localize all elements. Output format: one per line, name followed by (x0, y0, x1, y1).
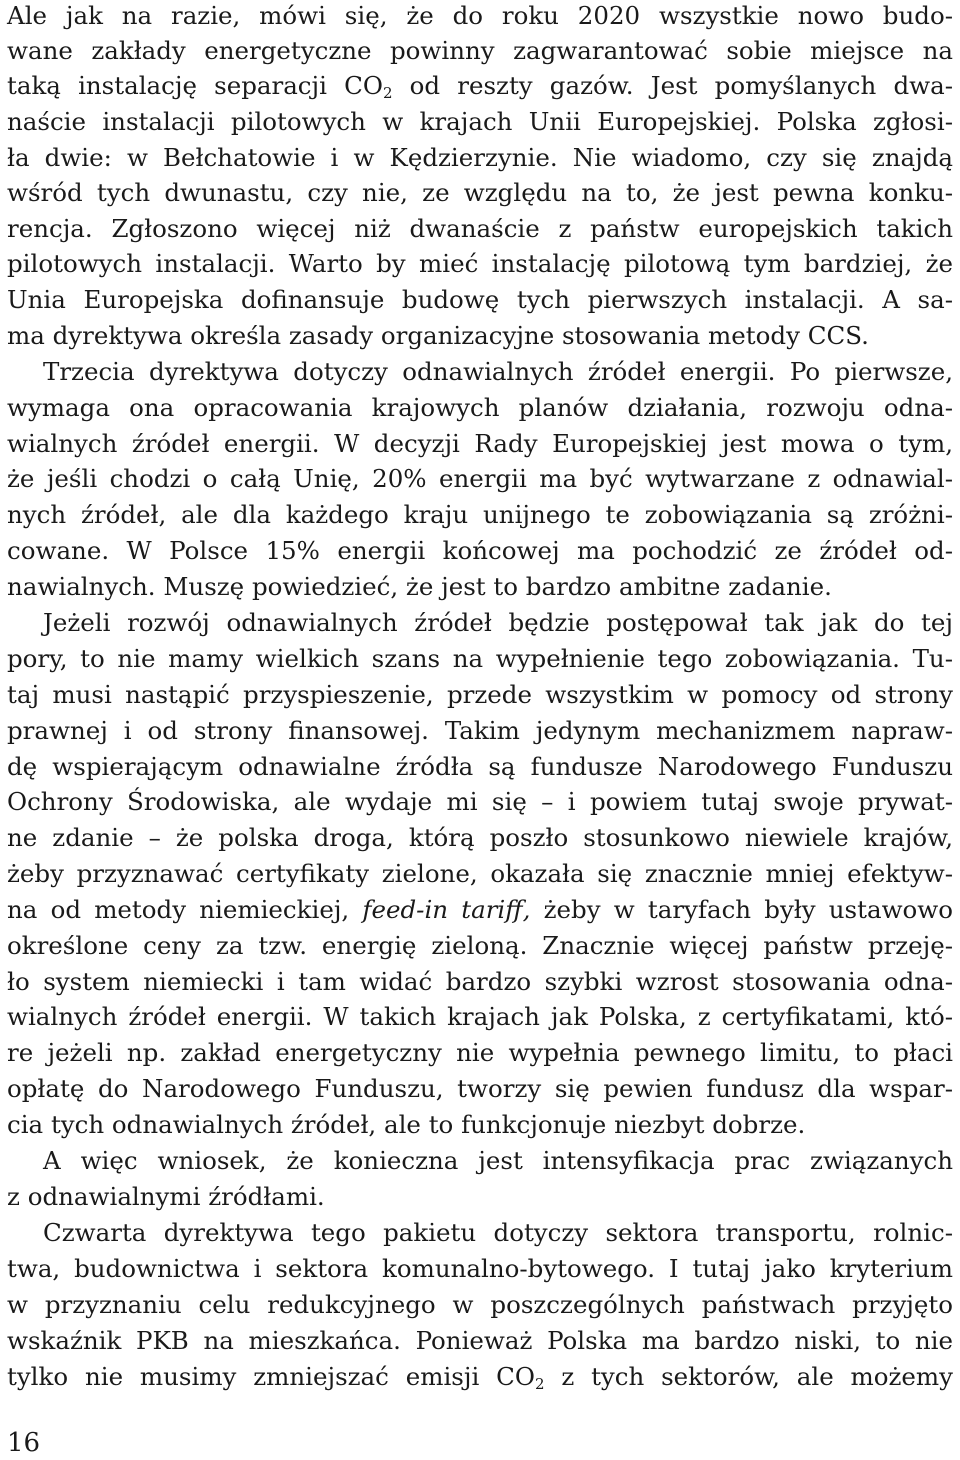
line-text: Ale jak na razie, mówi się, że do roku 2020 wszystkie nowo budo- (7, 1, 953, 30)
text-line (7, 1287, 953, 1323)
text-line (7, 104, 953, 140)
line-text: żeby przyznawać certyfikaty zielone, okazała się znacznie mniej efektyw- (7, 859, 953, 888)
line-text: twa, budownictwa i sektora komunalno-bytowego. I tutaj jako kryterium (7, 1254, 953, 1283)
line-text: nych źródeł, ale dla każdego kraju unijnego te zobowiązania są zróżni- (7, 500, 953, 529)
text-line (7, 1251, 953, 1287)
text-line (7, 533, 953, 569)
line-text: wialnych źródeł energii. W decyzji Rady Europejskiej jest mowa o tym, (7, 429, 953, 458)
line-text-part: żeby w taryfach były ustawowo (530, 895, 954, 924)
line-text: Czwarta dyrektywa tego pakietu dotyczy sektora transportu, rolnic- (43, 1218, 953, 1247)
line-text: rencja. Zgłoszono więcej niż dwanaście z państw europejskich takich (7, 214, 953, 243)
line-text: prawnej i od strony finansowej. Takim jedynym mechanizmem napraw- (7, 716, 953, 745)
line-text: ma dyrektywa określa zasady organizacyjne stosowania metody CCS. (7, 321, 869, 350)
text-line (7, 1071, 953, 1107)
italic-term: feed-in tariff, (362, 895, 531, 924)
line-text: nawialnych. Muszę powiedzieć, że jest to bardzo ambitne zadanie. (7, 572, 832, 601)
line-text: wane zakłady energetyczne powinny zagwarantować sobie miejsce na (7, 36, 953, 65)
text-line (7, 1035, 953, 1071)
text-line (7, 856, 953, 892)
text-line (43, 354, 953, 390)
line-text: Jeżeli rozwój odnawialnych źródeł będzie postępował tak jak do tej (43, 608, 953, 637)
line-text: określone ceny za tzw. energię zieloną. Znacznie więcej państw przeję- (7, 931, 953, 960)
line-text-part: tylko nie musimy zmniejszać emisji CO (7, 1362, 535, 1391)
line-text: naście instalacji pilotowych w krajach Unii Europejskiej. Polska zgłosi- (7, 107, 953, 136)
subscript: 2 (534, 1375, 545, 1393)
text-line (7, 1179, 953, 1215)
text-line (7, 1323, 953, 1359)
text-line (7, 641, 953, 677)
line-text: cia tych odnawialnych źródeł, ale to funkcjonuje niezbyt dobrze. (7, 1110, 806, 1139)
text-line (7, 282, 953, 318)
line-text: ne zdanie – że polska droga, którą poszło stosunkowo niewiele krajów, (7, 823, 953, 852)
text-line (7, 140, 953, 176)
text-line (7, 68, 953, 104)
line-text-part: z tych sektorów, ale możemy (544, 1362, 953, 1391)
text-line (7, 33, 953, 69)
text-line (7, 461, 953, 497)
line-text: Unia Europejska dofinansuje budowę tych pierwszych instalacji. A sa- (7, 285, 953, 314)
text-line (7, 390, 953, 426)
line-text: że jeśli chodzi o całą Unię, 20% energii ma być wytwarzane z odnawial- (7, 464, 953, 493)
line-text-part: taką instalację separacji CO (7, 71, 383, 100)
text-line (7, 497, 953, 533)
page-number: 16 (7, 1428, 41, 1458)
line-text: wśród tych dwunastu, czy nie, ze względu na to, że jest pewna konku- (7, 178, 953, 207)
text-line (7, 713, 953, 749)
line-text-part: od reszty gazów. Jest pomyślanych dwa- (392, 71, 953, 100)
line-text: cowane. W Polsce 15% energii końcowej ma pochodzić ze źródeł od- (7, 536, 953, 565)
text-line (7, 1107, 953, 1143)
line-text: wskaźnik PKB na mieszkańca. Ponieważ Polska ma bardzo niski, to nie (7, 1326, 953, 1355)
text-line (43, 605, 953, 641)
line-text: A więc wniosek, że konieczna jest intensyfikacja prac związanych (43, 1146, 953, 1175)
text-line (7, 892, 953, 928)
line-text: wialnych źródeł energii. W takich krajach jak Polska, z certyfikatami, któ- (7, 1002, 953, 1031)
text-line (7, 784, 953, 820)
text-line (7, 999, 953, 1035)
text-line (7, 175, 953, 211)
subscript: 2 (382, 84, 393, 102)
text-line (7, 1359, 953, 1395)
line-text: Ochrony Środowiska, ale wydaje mi się – i powiem tutaj swoje prywat- (7, 787, 953, 816)
text-line (7, 820, 953, 856)
text-line (7, 928, 953, 964)
text-line (7, 211, 953, 247)
line-text: taj musi nastąpić przyspieszenie, przede wszystkim w pomocy od strony (7, 680, 953, 709)
line-text: ła dwie: w Bełchatowie i w Kędzierzynie. Nie wiadomo, czy się znajdą (7, 143, 953, 172)
text-line (7, 0, 953, 34)
line-text: ło system niemiecki i tam widać bardzo szybki wzrost stosowania odna- (7, 967, 953, 996)
line-text: wymaga ona opracowania krajowych planów działania, rozwoju odna- (7, 393, 953, 422)
text-line (43, 1143, 953, 1179)
line-text: pory, to nie mamy wielkich szans na wypełnienie tego zobowiązania. Tu- (7, 644, 953, 673)
text-line (43, 1215, 953, 1251)
line-text-part: na od metody niemieckiej, (7, 895, 363, 924)
line-text: re jeżeli np. zakład energetyczny nie wypełnia pewnego limitu, to płaci (7, 1038, 953, 1067)
text-line (7, 569, 953, 605)
line-text: opłatę do Narodowego Funduszu, tworzy się pewien fundusz dla wspar- (7, 1074, 953, 1103)
text-line (7, 749, 953, 785)
text-line (7, 677, 953, 713)
text-line (7, 426, 953, 462)
text-line (7, 318, 953, 354)
text-line (7, 246, 953, 282)
line-text: Trzecia dyrektywa dotyczy odnawialnych źródeł energii. Po pierwsze, (43, 357, 953, 386)
line-text: w przyznaniu celu redukcyjnego w poszczególnych państwach przyjęto (7, 1290, 953, 1319)
line-text: pilotowych instalacji. Warto by mieć instalację pilotową tym bardziej, że (7, 249, 953, 278)
text-line (7, 964, 953, 1000)
line-text: dę wspierającym odnawialne źródła są fundusze Narodowego Funduszu (7, 752, 953, 781)
line-text: z odnawialnymi źródłami. (7, 1182, 325, 1211)
